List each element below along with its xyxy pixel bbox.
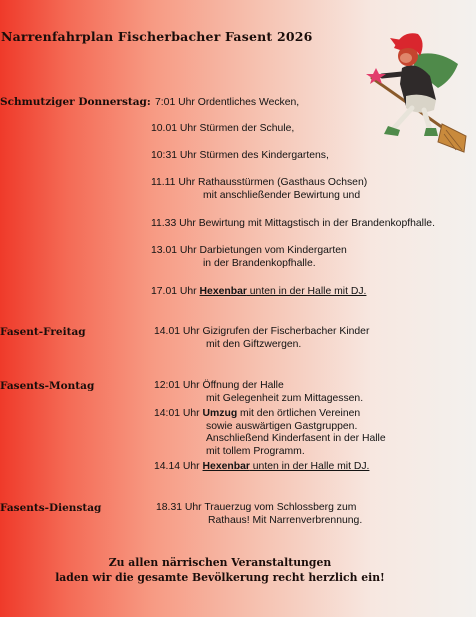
event-gizigrufen: 14.01 Uhr Gizigrufen der Fischerbacher Kinder mit den Giftzwergen.	[154, 326, 370, 350]
day-fasents-montag: Fasents-Montag	[0, 380, 95, 392]
event-hexenbar-montag: 14.14 Uhr Hexenbar unten in der Halle mit DJ.	[154, 461, 370, 472]
witch-on-broom-icon	[366, 26, 470, 154]
footer-invitation	[0, 555, 440, 585]
event-umzug: 14:01 Uhr Umzug mit den örtlichen Vereinen sowie auswärtigen Gastgruppen. Anschließend Kinderfasent in der Halle mit tollem Programm.	[154, 408, 386, 457]
event-stuermen-schule: 10.01 Uhr Stürmen der Schule,	[151, 123, 295, 134]
footer-line-2: laden wir die gesamte Bevölkerung recht herzlich ein!	[55, 571, 385, 584]
day-fasent-freitag: Fasent-Freitag	[0, 326, 86, 338]
day-fasents-dienstag: Fasents-Dienstag	[0, 502, 102, 514]
event-oeffnung-halle: 12:01 Uhr Öffnung der Halle mit Gelegenheit zum Mittagessen.	[154, 380, 364, 404]
event-stuermen-kindergarten: 10:31 Uhr Stürmen des Kindergartens,	[151, 150, 329, 161]
event-hexenbar-donnerstag: 17.01 Uhr Hexenbar unten in der Halle mit DJ.	[151, 286, 367, 297]
event-wecken: 7:01 Uhr Ordentliches Wecken,	[155, 97, 300, 108]
day-schmutziger-donnerstag: Schmutziger Donnerstag:	[0, 96, 151, 108]
footer-line-1: Zu allen närrischen Veranstaltungen	[108, 556, 332, 569]
event-bewirtung: 11.33 Uhr Bewirtung mit Mittagstisch in der Brandenkopfhalle.	[151, 218, 435, 229]
event-rathausstuermen: 11.11 Uhr Rathausstürmen (Gasthaus Ochsen) mit anschließender Bewirtung und	[151, 177, 368, 201]
event-darbietungen: 13.01 Uhr Darbietungen vom Kindergarten in der Brandenkopfhalle.	[151, 245, 347, 269]
event-trauerzug: 18.31 Uhr Trauerzug vom Schlossberg zum Rathaus! Mit Narrenverbrennung.	[156, 502, 363, 526]
page-title: Narrenfahrplan Fischerbacher Fasent 2026	[1, 29, 313, 44]
